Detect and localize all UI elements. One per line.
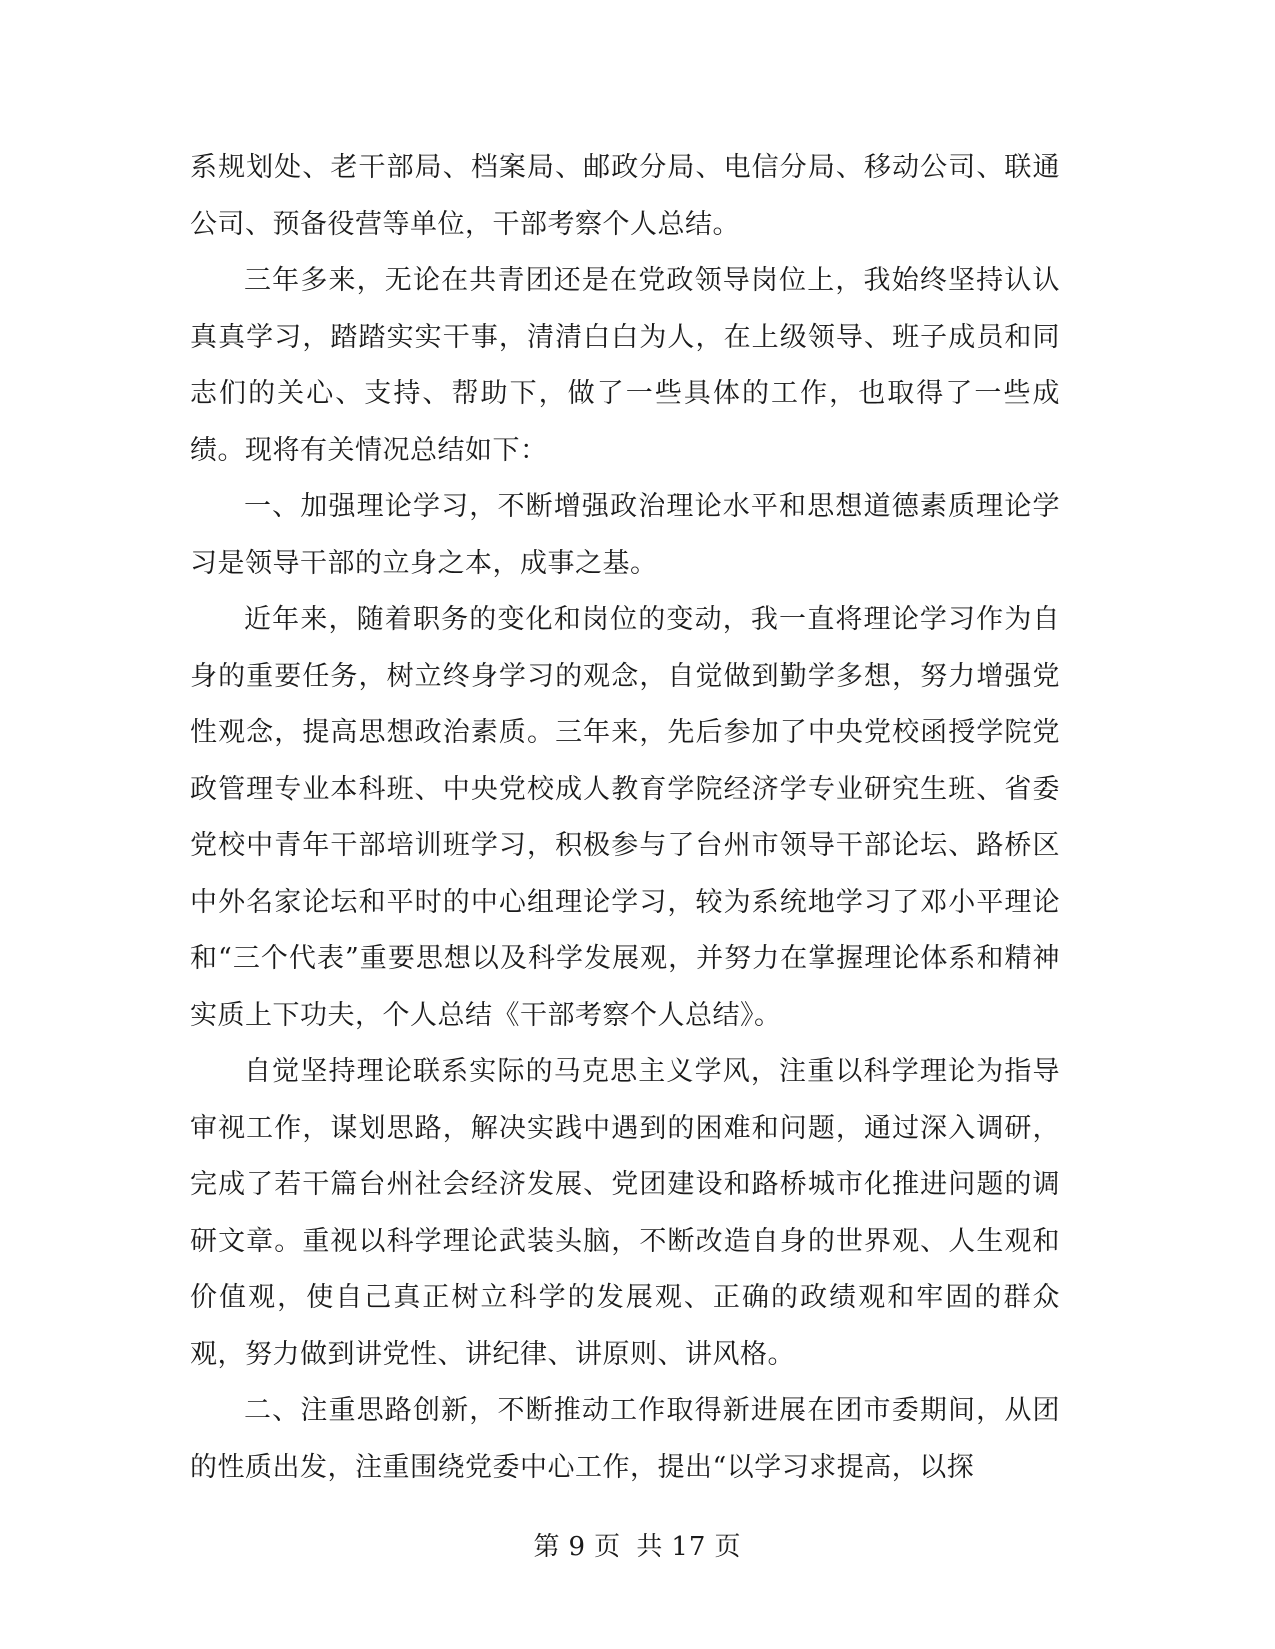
- paragraph-6: 二、注重思路创新，不断推动工作取得新进展在团市委期间，从团的性质出发，注重围绕党委中心工作，提出“以学习求提高，以探: [190, 1395, 1060, 1483]
- page-number: 9: [568, 1532, 587, 1562]
- paragraph-5: 自觉坚持理论联系实际的马克思主义学风，注重以科学理论为指导审视工作，谋划思路，解决实践中遇到的困难和问题，通过深入调研，完成了若干篇台州社会经济发展、党团建设和路桥城市化推进问题的调研文章。重视以科学理论武装头脑，不断改造自身的世界观、人生观和价值观，使自己真正树立科学的发展观、正确的政绩观和牢固的群众观，努力做到讲党性、讲纪律、讲原则、讲风格。: [190, 1056, 1060, 1370]
- page-footer: [0, 1531, 1275, 1563]
- footer-suffix: 页: [714, 1532, 742, 1562]
- footer-middle: 页 共: [594, 1532, 664, 1562]
- paragraph-2: 三年多来，无论在共青团还是在党政领导岗位上，我始终坚持认认真真学习，踏踏实实干事，清清白白为人，在上级领导、班子成员和同志们的关心、支持、帮助下，做了一些具体的工作，也取得了一些成绩。现将有关情况总结如下：: [190, 265, 1060, 466]
- body-text: [190, 140, 1060, 1496]
- total-pages: 17: [671, 1532, 707, 1562]
- footer-prefix: 第: [533, 1532, 561, 1562]
- paragraph-3: 一、加强理论学习，不断增强政治理论水平和思想道德素质理论学习是领导干部的立身之本，成事之基。: [190, 491, 1060, 579]
- paragraph-1: 系规划处、老干部局、档案局、邮政分局、电信分局、移动公司、联通公司、预备役营等单位，干部考察个人总结。: [190, 152, 1060, 240]
- paragraph-4: 近年来，随着职务的变化和岗位的变动，我一直将理论学习作为自身的重要任务，树立终身学习的观念，自觉做到勤学多想，努力增强党性观念，提高思想政治素质。三年来，先后参加了中央党校函授学院党政管理专业本科班、中央党校成人教育学院经济学专业研究生班、省委党校中青年干部培训班学习，积极参与了台州市领导干部论坛、路桥区中外名家论坛和平时的中心组理论学习，较为系统地学习了邓小平理论和“三个代表”重要思想以及科学发展观，并努力在掌握理论体系和精神实质上下功夫，个人总结《干部考察个人总结》。: [190, 604, 1060, 1031]
